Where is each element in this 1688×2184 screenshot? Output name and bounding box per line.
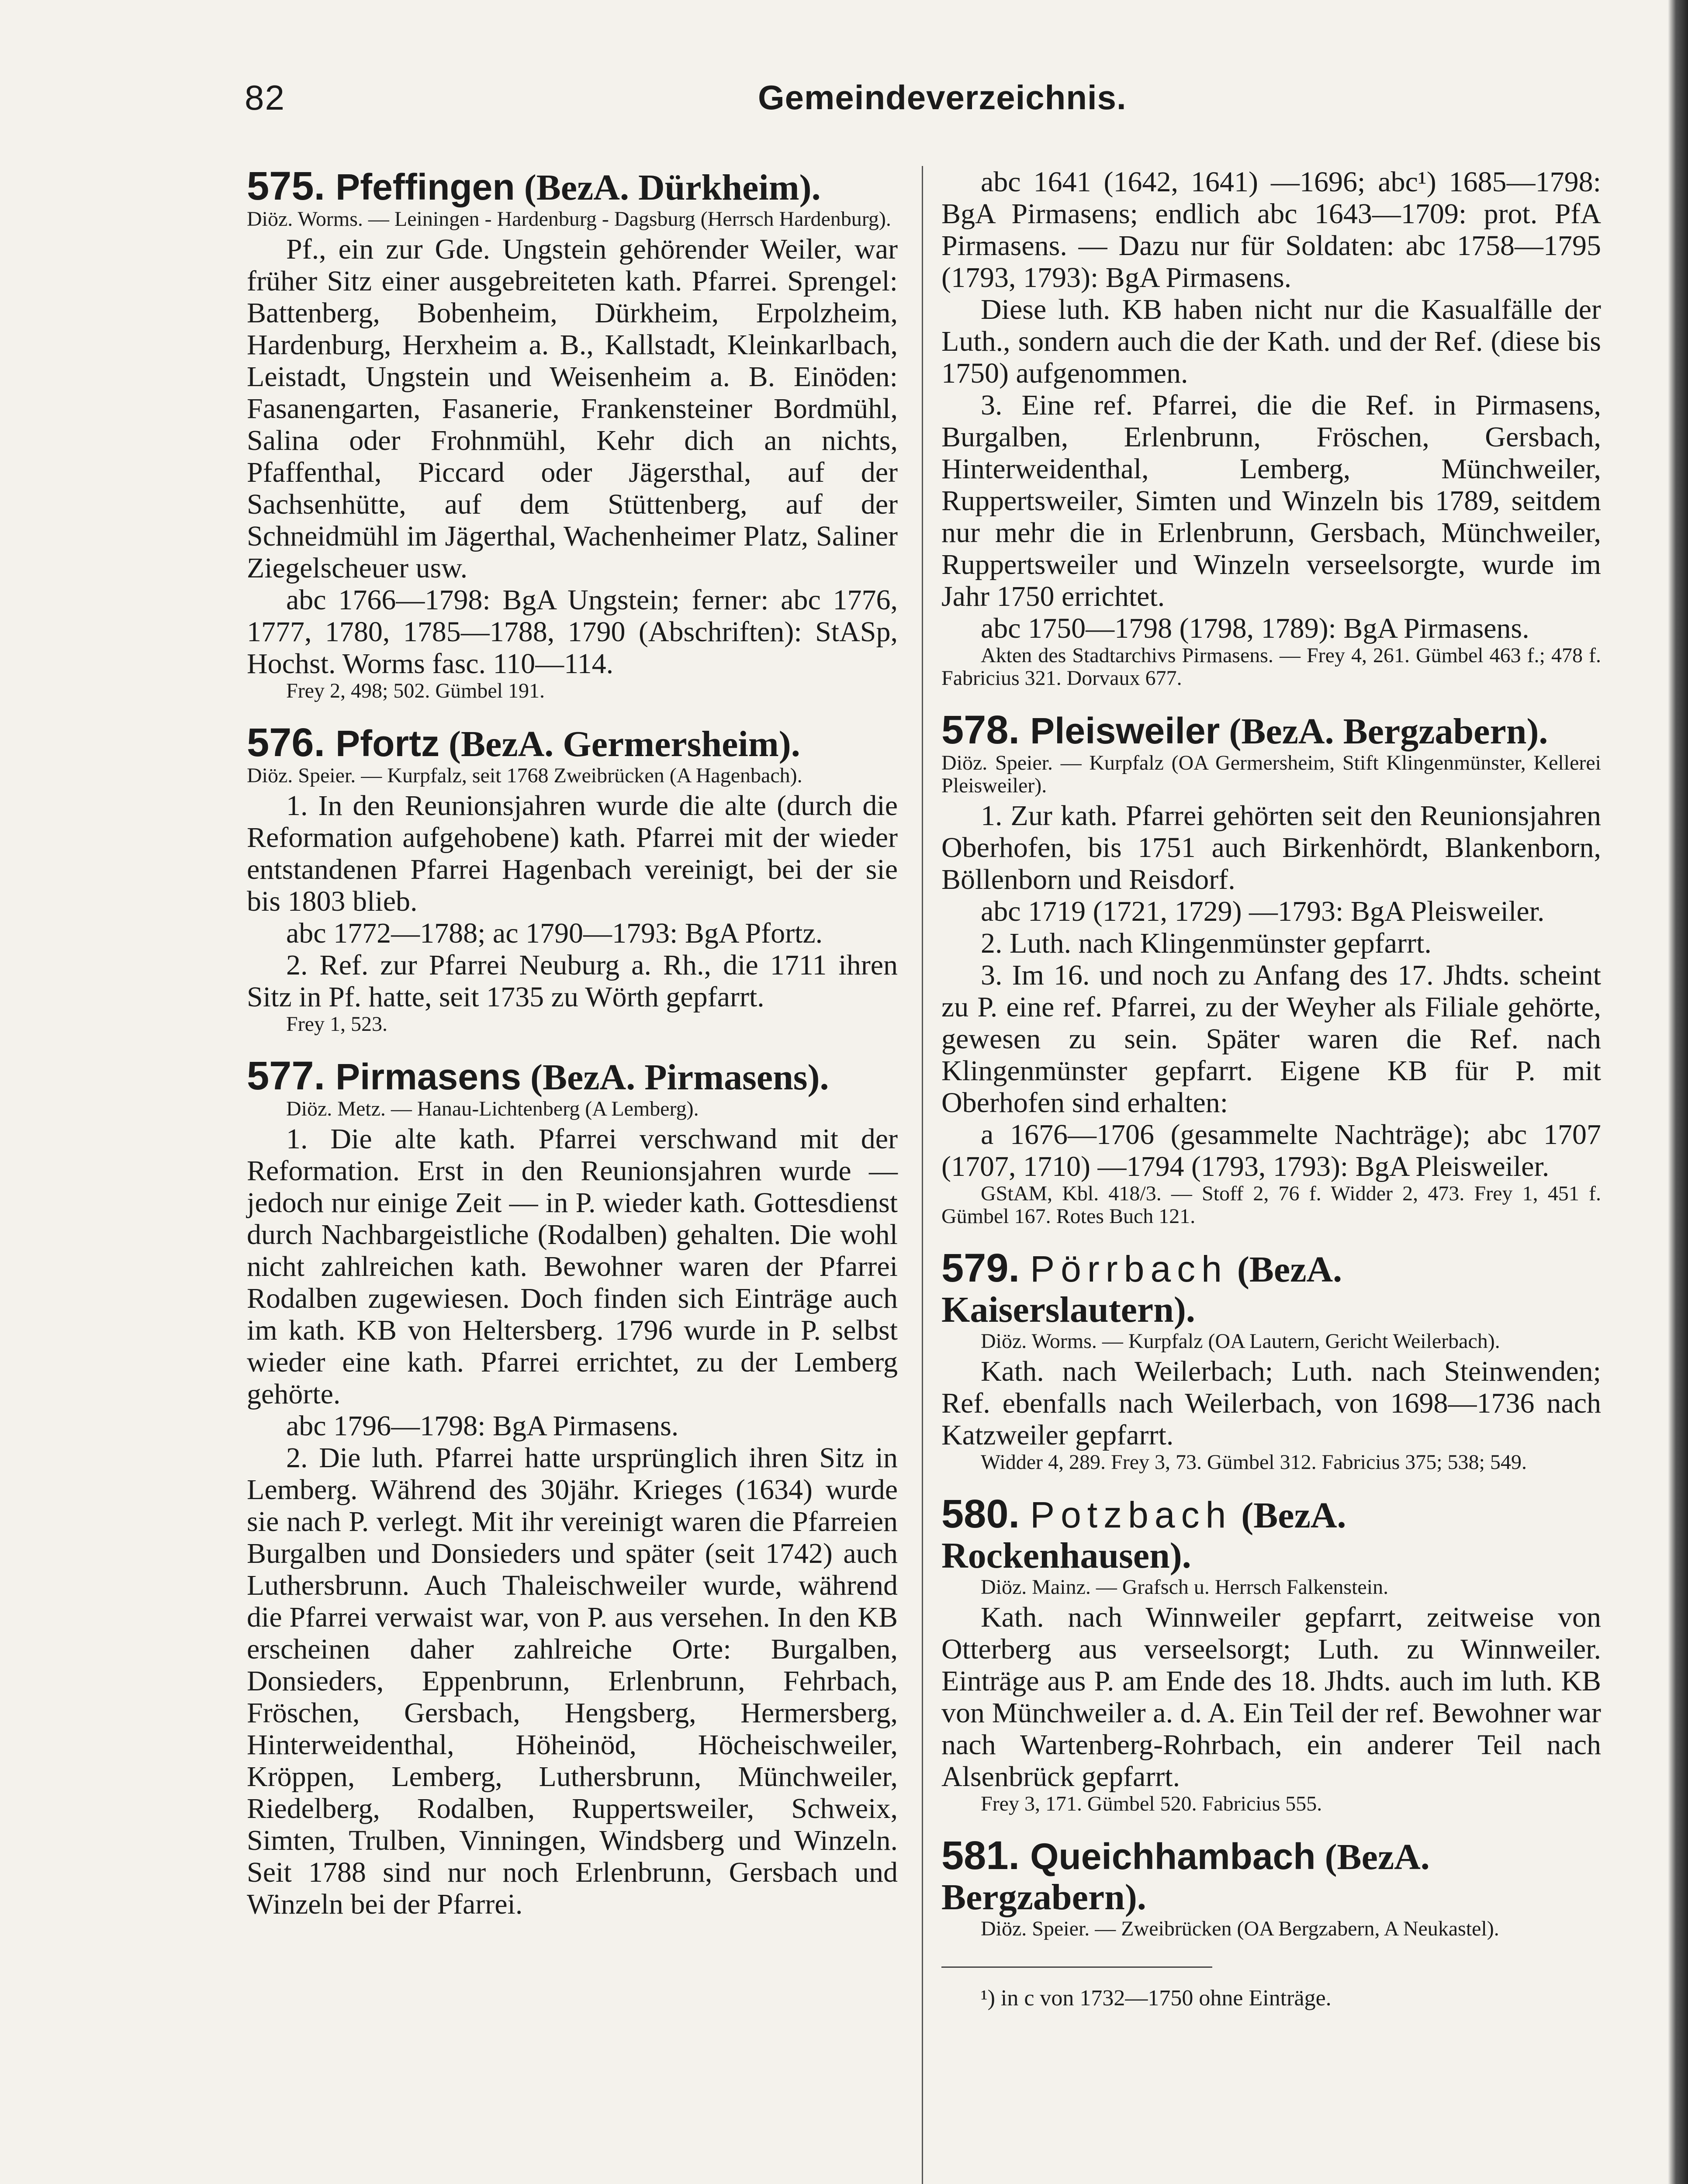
entry-575 [247,166,898,702]
entry-paragraph: 1. Zur kath. Pfarrei gehörten seit den Reunionsjahren Oberhofen, bis 1751 auch Birkenhördt, Blankenborn, Böllenborn und Reisdorf. [941,800,1601,895]
entry-district: (BezA. Rockenhausen). [941,1495,1346,1576]
page-number: 82 [245,78,285,117]
entry-number: 577. [247,1054,325,1098]
entry-paragraph: Kath. nach Winnweiler gepfarrt, zeitweise von Otterberg aus verseelsorgt; Luth. zu Winnweiler. Einträge aus P. am Ende des 18. Jhdts. auch im luth. KB von Münchweiler a. d. A. Ein Teil der ref. Bewohner war nach Wartenberg-Rohrbach, ein anderer Teil nach Alsenbrück gepfarrt. [941,1601,1601,1793]
entry-references: Frey 1, 523. [286,1013,387,1036]
entry-paragraph: 2. Die luth. Pfarrei hatte ursprünglich ihren Sitz in Lemberg. Während des 30jähr. Krieges (1634) wurde sie nach P. verlegt. Mit ihr vereinigt waren die Pfarreien Burgalben und Donsieders und später (seit 1742) auch Luthersbrunn. Auch Thaleischweiler wurde, während die Pfarrei verwaist war, von P. aus versehen. In den KB erscheinen daher zahlreiche Orte: Burgalben, Donsieders, Eppenbrunn, Erlenbrunn, Fehrbach, Fröschen, Gersbach, Hengsberg, Hermersberg, Hinterweidenthal, Höheinöd, Höcheischweiler, Kröppen, Lemberg, Luthersbrunn, Münchweiler, Riedelberg, Rodalben, Ruppertsweiler, Schweix, Simten, Trulben, Vinningen, Windsberg und Winzeln. Seit 1788 sind nur noch Erlenbrunn, Gersbach und Winzeln bei der Pfarrei. [247,1442,898,1920]
entry-heading [941,1248,1601,1330]
entry-paragraph: abc 1719 (1721, 1729) —1793: BgA Pleisweiler. [981,895,1545,927]
right-column [941,166,1601,2011]
running-title: Gemeindeverzeichnis. [758,78,1127,117]
entry-paragraph: 1. In den Reunionsjahren wurde die alte (durch die Reformation aufgehobene) kath. Pfarrei mit der wieder entstandenen Pfarrei Hagenbach vereinigt, bei der sie bis 1803 blieb. [247,790,898,917]
entry-district: (BezA. Bergzabern). [1229,711,1548,752]
spacer [941,1818,1601,1835]
entry-paragraph: Diese luth. KB haben nicht nur die Kasualfälle der Luth., sondern auch die der Kath. und der Ref. (diese bis 1750) aufgenommen. [941,294,1601,389]
entry-577 [247,1056,898,1920]
entry-name: Pirmasens [336,1056,521,1097]
entry-paragraph: abc 1750—1798 (1798, 1789): BgA Pirmasens. [981,612,1529,644]
running-head [0,78,1688,126]
entry-580 [941,1494,1601,1815]
entry-heading [941,1835,1601,1918]
entry-meta: Diöz. Metz. — Hanau-Lichtenberg (A Lemberg). [286,1097,699,1120]
entry-number: 575. [247,164,325,208]
entry-heading [247,1056,898,1098]
scan-edge [1668,0,1688,2184]
entry-meta: Diöz. Speier. — Kurpfalz (OA Germersheim, Stift Klingenmünster, Kellerei Pleisweiler). [941,751,1601,797]
entry-name: Pleisweiler [1030,710,1220,751]
entry-paragraph: 1. Die alte kath. Pfarrei verschwand mit der Reformation. Erst in den Reunionsjahren wurde — jedoch nur einige Zeit — in P. wieder kath. Gottesdienst durch Nachbargeistliche (Rodalben) gehalten. Die wohl nicht zahlreichen kath. Bewohner waren der Pfarrei Rodalben zugewiesen. Doch finden sich Einträge auch im kath. KB von Heltersberg. 1796 wurde in P. selbst wieder eine kath. Pfarrei errichtet, zu der Lemberg gehörte. [247,1123,898,1410]
entry-district: (BezA. Pirmasens). [530,1057,829,1098]
entry-district: (BezA. Bergzabern). [941,1837,1430,1918]
column-divider [922,166,923,2184]
entry-references: Frey 2, 498; 502. Gümbel 191. [286,679,545,702]
entry-name: Pörrbach [1030,1248,1228,1289]
entry-number: 580. [941,1492,1020,1536]
entry-576 [247,722,898,1036]
entry-paragraph: 2. Luth. nach Klingenmünster gepfarrt. [981,927,1432,959]
entry-meta: Diöz. Speier. — Zweibrücken (OA Bergzabern, A Neukastel). [981,1917,1499,1940]
entry-number: 578. [941,708,1020,752]
entry-meta: Diöz. Worms. — Kurpfalz (OA Lautern, Gericht Weilerbach). [981,1330,1500,1353]
entry-meta: Diöz. Worms. — Leiningen - Hardenburg - Dagsburg (Herrsch Hardenburg). [247,207,891,231]
entry-paragraph: abc 1766—1798: BgA Ungstein; ferner: abc 1776, 1777, 1780, 1785—1788, 1790 (Abschriften): StASp, Hochst. Worms fasc. 110—114. [247,584,898,680]
entry-heading [941,1494,1601,1576]
entry-district: (BezA. Kaiserslautern). [941,1249,1342,1330]
entry-paragraph: Kath. nach Weilerbach; Luth. nach Steinwenden; Ref. ebenfalls nach Weilerbach, von 1698—1736 nach Katzweiler gepfarrt. [941,1355,1601,1451]
entry-district: (BezA. Germersheim). [449,724,800,764]
entry-577-continued [941,166,1601,690]
entry-578 [941,710,1601,1228]
footnote-rule [941,1966,1212,1968]
entry-name: Pfeffingen [336,166,515,207]
spacer [941,692,1601,710]
spacer [941,1230,1601,1248]
entry-heading [247,722,898,764]
entry-references: GStAM, Kbl. 418/3. — Stoff 2, 76 f. Widder 2, 473. Frey 1, 451 f. Gümbel 167. Rotes Buch 121. [941,1182,1601,1228]
entry-579 [941,1248,1601,1474]
entry-paragraph: abc 1796—1798: BgA Pirmasens. [286,1410,679,1442]
entry-name: Pfortz [336,723,440,764]
entry-paragraph: 3. Im 16. und noch zu Anfang des 17. Jhdts. scheint zu P. eine ref. Pfarrei, zu der Weyher als Filiale gehörte, gewesen zu sein. Später waren die Ref. nach Klingenmünster gepfarrt. Eigene KB für P. mit Oberhofen sind erhalten: [941,959,1601,1119]
entry-references: Akten des Stadtarchivs Pirmasens. — Frey 4, 261. Gümbel 463 f.; 478 f. Fabricius 321. Dorvaux 677. [941,644,1601,690]
entry-meta: Diöz. Speier. — Kurpfalz, seit 1768 Zweibrücken (A Hagenbach). [247,764,802,787]
entry-paragraph: 2. Ref. zur Pfarrei Neuburg a. Rh., die 1711 ihren Sitz in Pf. hatte, seit 1735 zu Wörth gepfarrt. [247,949,898,1013]
footnote: ¹) in c von 1732—1750 ohne Einträge. [981,1986,1332,2011]
entry-heading [941,710,1601,752]
spacer [247,705,898,722]
entry-paragraph: abc 1641 (1642, 1641) —1696; abc¹) 1685—1798: BgA Pirmasens; endlich abc 1643—1709: prot. PfA Pirmasens. — Dazu nur für Soldaten: abc 1758—1795 (1793, 1793): BgA Pirmasens. [941,166,1601,294]
entry-name: Potzbach [1030,1494,1232,1535]
spacer [247,1038,898,1056]
entry-paragraph: 3. Eine ref. Pfarrei, die die Ref. in Pirmasens, Burgalben, Erlenbrunn, Fröschen, Gersbach, Hinterweidenthal, Lemberg, Münchweiler, Ruppertsweiler, Simten und Winzeln bis 1789, seitdem nur mehr die in Erlenbrunn, Gersbach, Münchweiler, Ruppertsweiler und Winzeln verseelsorgte, wurde im Jahr 1750 errichtet. [941,389,1601,612]
left-column [247,166,898,1920]
entry-number: 581. [941,1833,1020,1878]
entry-heading [247,166,898,208]
spacer [941,1476,1601,1494]
entry-district: (BezA. Dürkheim). [524,167,821,208]
entry-paragraph: abc 1772—1788; ac 1790—1793: BgA Pfortz. [286,917,823,949]
entry-581 [941,1835,1601,1940]
entry-meta: Diöz. Mainz. — Grafsch u. Herrsch Falkenstein. [981,1576,1389,1599]
entry-references: Frey 3, 171. Gümbel 520. Fabricius 555. [981,1792,1322,1815]
entry-number: 576. [247,720,325,765]
entry-number: 579. [941,1246,1020,1290]
entry-references: Widder 4, 289. Frey 3, 73. Gümbel 312. Fabricius 375; 538; 549. [981,1451,1527,1474]
entry-paragraph: Pf., ein zur Gde. Ungstein gehörender Weiler, war früher Sitz einer ausgebreiteten kath. Pfarrei. Sprengel: Battenberg, Bobenheim, Dürkheim, Erpolzheim, Hardenburg, Herxheim a. B., Kallstadt, Kleinkarlbach, Leistadt, Ungstein und Weisenheim a. B. Einöden: Fasanengarten, Fasanerie, Frankensteiner Bordmühl, Salina oder Frohnmühl, Kehr dich an nichts, Pfaffenthal, Piccard oder Jägersthal, auf der Sachsenhütte, auf dem Stüttenberg, auf der Schneidmühl im Jägerthal, Wachenheimer Platz, Saliner Ziegelscheuer usw. [247,233,898,584]
entry-name: Queichhambach [1030,1836,1316,1877]
entry-paragraph: a 1676—1706 (gesammelte Nachträge); abc 1707 (1707, 1710) —1794 (1793, 1793): BgA Pleisweiler. [941,1119,1601,1182]
